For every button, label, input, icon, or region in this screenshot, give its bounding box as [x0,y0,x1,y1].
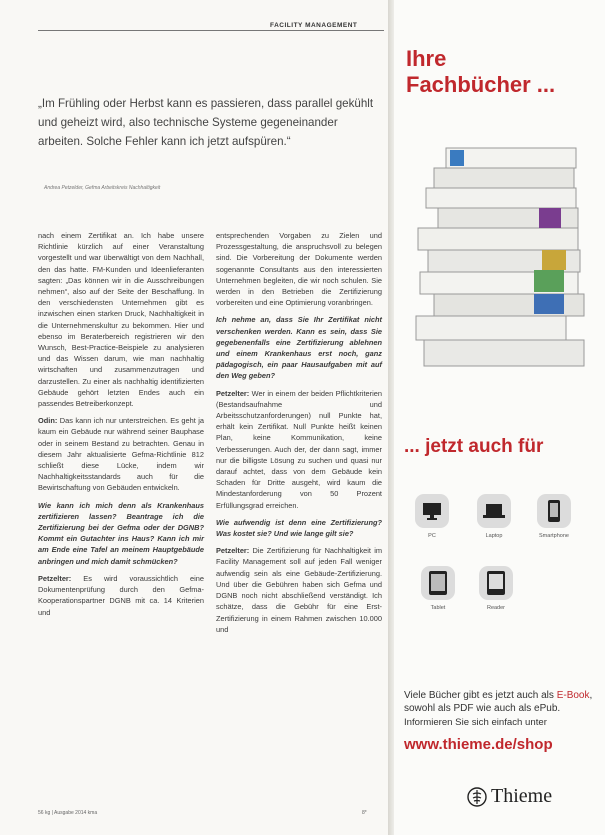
ad-subheadline: ... jetzt auch für [404,436,544,457]
book-stack [416,148,584,366]
ad-body-text [404,690,604,715]
ad-headline-line2: Fachbücher ... [406,72,556,97]
interview-question: Ich nehme an, dass Sie Ihr Zertifikat nicht verschenken werden. Kann es sein, dass Sie gegebenenfalls eine Zertifizierung ablehnen und einem Krankenhaus erst noch, ganz pädagogisch, ein paar Hausaufgaben mit auf den Weg geben? [216,315,382,381]
thieme-emblem-icon [467,786,487,808]
ad-info-text: Informieren Sie sich einfach unter [404,717,547,728]
speaker-name: Petzelter: [216,388,250,398]
interview-question: Wie aufwendig ist denn eine Zertifizierung? Was kostet sie? Und wie lange gilt sie? [216,517,382,539]
monitor-icon [415,494,449,528]
speaker-name: Odin: [38,416,58,426]
ad-text-part: Viele Bücher gibt es jetzt auch als [404,690,557,701]
ad-text-part: , sowohl als PDF wie auch als ePub. [404,690,593,714]
shop-url-link[interactable]: www.thieme.de/shop [404,736,553,753]
ad-ebook-highlight: E-Book [556,690,590,701]
device-tablet [418,566,458,611]
device-label: Smartphone [539,533,569,539]
paragraph: nach einem Zertifikat an. Ich habe unsere Richtlinie kürzlich auf einer Veranstaltung vorgestellt und war überwältigt von dem Nachhall, den das hatte. FM-Kunden und Ideenlieferanten sagten: „Das können wir in die Ausschreibungen nehmen“, also auf der Seite der Beschaffung. In den verschiedensten Unternehmen gibt es inzwischen einen starken Druck, Nachhaltigkeit in die Unternehmenskultur zu bekommen. Hier und ebenso im Beraterbereich registrieren wir den Wunsch, Best-Practice-Beispiele zu analysieren und das Wissen darum, wie man nachhaltig wirtschaften und zusammenzutragen und darzustellen. Zu einer als nachhaltig identifizierten Gebäude gehört letzten Endes auch ein passendes Betreiberkonzept. [38,231,204,409]
device-label: Laptop [485,533,503,539]
paragraph [216,388,382,511]
device-label: PC [428,533,436,539]
paragraph-text: Das kann ich nur unterstreichen. Es geht ja kaum ein Gebäude nur während seiner Bauphase oder in seinem Bestand zu betrachten. Genau in diesem Jahr aktualisierte Gefma-Richtlinie 812 schließt diese Lücke, indem wir Nachhaltigkeitsstandards auch für die Bewirtschaftung von Gebäuden entwickeln. [38,416,204,493]
smartphone-icon [537,494,571,528]
paragraph: entsprechenden Vorgaben zu Zielen und Prozessgestaltung, die anspruchsvoll zu belegen sind. Die Vorbereitung der Dokumente werden sogenannte Consultants aus den interessierten Unternehmen begleiten, die wir noch schulen. Sie werden in den Betrieben die Zertifizierung vorbereiten und eine Optimierung voranbringen. [216,231,382,308]
brand-name: Thieme [491,785,553,807]
ad-headline [406,46,555,98]
device-laptop [474,494,514,539]
laptop-icon [477,494,511,528]
page-number: 8* [362,810,367,816]
paragraph [216,545,382,635]
device-smartphone [534,494,574,539]
device-reader [476,566,516,611]
device-label: Reader [486,605,506,611]
paragraph [38,415,204,493]
device-label: Tablet [430,605,446,611]
pull-quote: „Im Frühling oder Herbst kann es passieren, dass parallel gekühlt und geheizt wird, also technische Systeme gegeneinander arbeiten. Solche Fehler kann ich jetzt aufspüren.“ [38,97,374,148]
ereader-icon [479,566,513,600]
speaker-name: Petzelter: [216,546,250,556]
book-stack-image [394,120,594,390]
speaker-name: Petzelter: [38,573,72,583]
paragraph [38,573,204,618]
thieme-logo [467,785,552,808]
header-rule [38,30,384,31]
article-column-right [216,230,382,641]
article-column-left [38,230,204,624]
paragraph-text: Wer in einem der beiden Pflichtkriterien (Bestandsaufnahme und Arbeitsschutzanforderungen) null Punkte hat, erhält kein Zertifikat. Null Punkte heißt keinen Plan, keine Kommunikation, keine Verbesserungen. Auch der, der dann sagt, immer nur die billigste Lösung zu suchen und quasi nur darauf achtet, dass von dem Gebäude kein Schaden für Dritte ausgeht, wird kaum die Mindestanforderung von 50 Prozent Erfüllungsgrad erreichen. [216,388,382,510]
device-pc [412,494,452,539]
quote-author: Andrea Petzelder, Gefma Arbeitskreis Nachhaltigkeit [44,185,161,191]
section-label: FACILITY MANAGEMENT [270,22,358,29]
paragraph-text: Die Zertifizierung für Nachhaltigkeit im Facility Management soll auf jeden Fall weniger aufwendig sein als eine Gebäude-Zertifizierung. Und über die Gebühren haben sich Gefma und DGNB noch nicht abschließend verständigt. Ich schätze, dass die Gebühr für eine Erst-Zertifizierung in einem Rahmen zwischen 10.000 und [216,546,382,634]
tablet-icon [421,566,455,600]
paragraph-text: Es wird voraussichtlich eine Dokumentenprüfung durch den Gefma-Kooperationspartner DGNB mit ca. 14 Kriterien und [38,573,204,617]
footer-left: 56 kg | Ausgabe 2014 kma [38,810,98,816]
ad-headline-line1: Ihre [406,46,447,71]
interview-question: Wie kann ich mich denn als Krankenhaus zertifizieren lassen? Beantrage ich die Zertifizierung bei der Gefma oder der DGNB? Kommt ein Gutachter ins Haus? Kann ich mir am Ende eine Tafel an meinem Hauptgebäude anbringen und mich damit schmücken? [38,500,204,566]
